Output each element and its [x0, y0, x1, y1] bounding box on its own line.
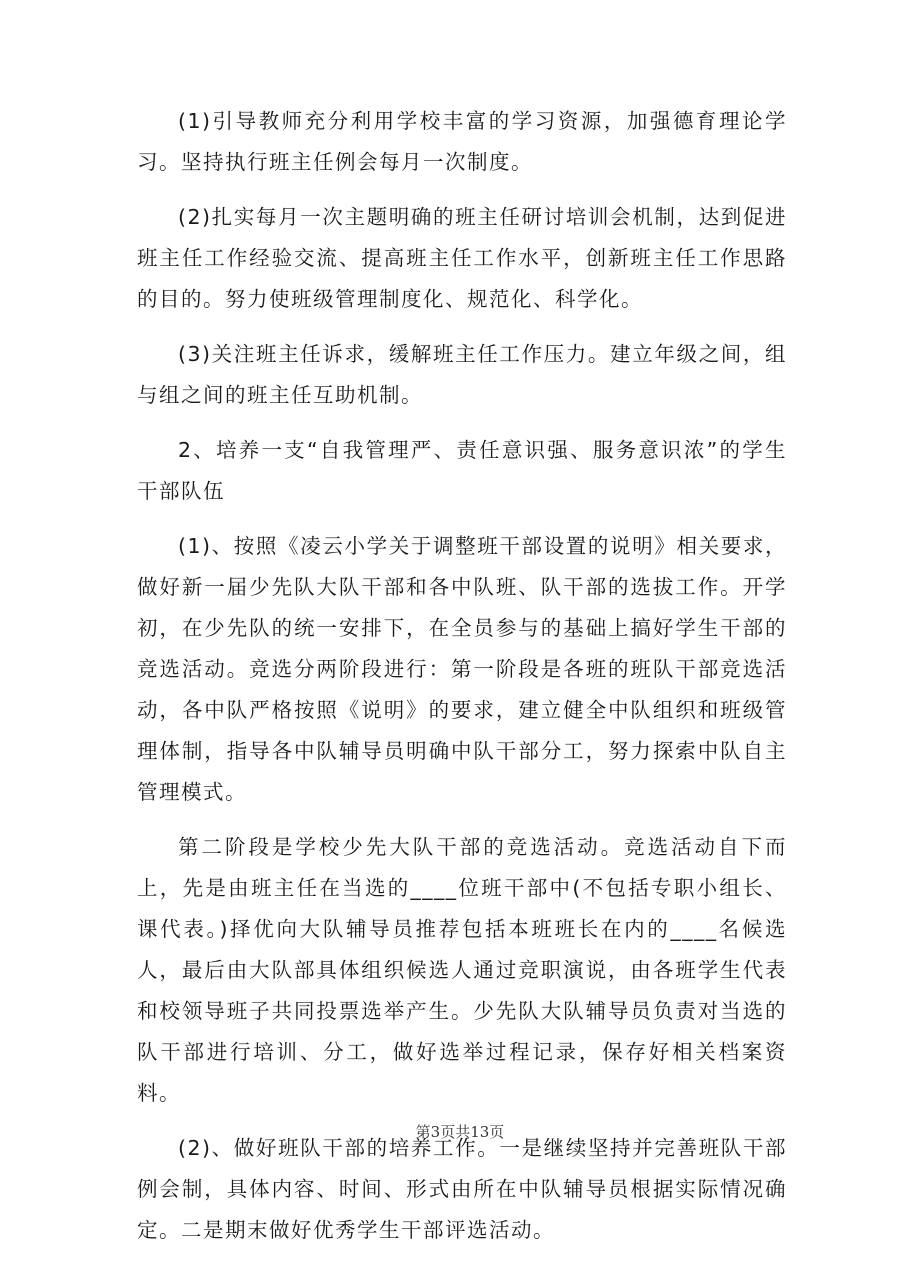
paragraph: (1)引导教师充分利用学校丰富的学习资源，加强德育理论学习。坚持执行班主任例会每月一次制度。	[137, 109, 787, 174]
paragraph: (2)扎实每月一次主题明确的班主任研讨培训会机制，达到促进班主任工作经验交流、提高班主任工作水平，创新班主任工作思路的目的。努力使班级管理制度化、规范化、科学化。	[137, 205, 787, 311]
paragraph: (1)、按照《凌云小学关于调整班干部设置的说明》相关要求，做好新一届少先队大队干部和各中队班、队干部的选拔工作。开学初，在少先队的统一安排下，在全员参与的基础上搞好学生干部的竞选活动。竞选分两阶段进行：第一阶段是各班的班队干部竞选活动，各中队严格按照《说明》的要求，建立健全中队组织和班级管理体制，指导各中队辅导员明确中队干部分工，努力探索中队自主管理模式。	[137, 534, 787, 804]
document-body	[137, 101, 787, 1265]
paragraph: (2)、做好班队干部的培养工作。一是继续坚持并完善班队干部例会制，具体内容、时间、形式由所在中队辅导员根据实际情况确定。二是期末做好优秀学生干部评选活动。	[137, 1136, 787, 1242]
paragraph: (3)关注班主任诉求，缓解班主任工作压力。建立年级之间，组与组之间的班主任互助机制。	[137, 342, 787, 407]
section-heading: 2、培养一支“自我管理严、责任意识强、服务意识浓”的学生干部队伍	[137, 438, 787, 503]
page-number-footer: 第3页共13页	[415, 1123, 505, 1141]
paragraph: 第二阶段是学校少先大队干部的竞选活动。竞选活动自下而上，先是由班主任在当选的____位班干部中(不包括专职小组长、课代表。)择优向大队辅导员推荐包括本班班长在内的____名候选人，最后由大队部具体组织候选人通过竞职演说，由各班学生代表和校领导班子共同投票选举产生。少先队大队辅导员负责对当选的队干部进行培训、分工，做好选举过程记录，保存好相关档案资料。	[137, 835, 787, 1105]
